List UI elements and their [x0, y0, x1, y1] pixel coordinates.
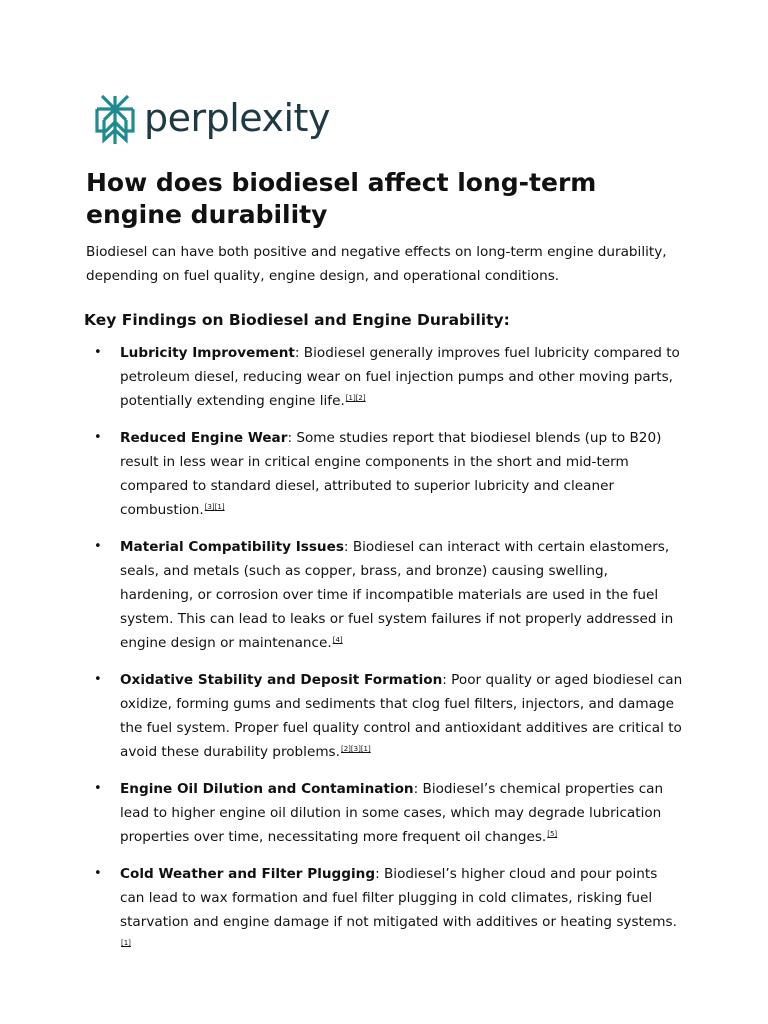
bullet-icon: • — [94, 539, 102, 554]
intro-paragraph: Biodiesel can have both positive and negative effects on long-term engine durability, depending on fuel quality, engine design, and operational conditions. — [86, 244, 667, 284]
finding-term: Cold Weather and Filter Plugging — [120, 866, 376, 882]
list-item — [0, 862, 685, 958]
citation-link[interactable]: [1] — [214, 503, 225, 511]
citation-group — [346, 394, 366, 402]
section-heading: Key Findings on Biodiesel and Engine Durability: — [84, 311, 510, 329]
finding-text: : Biodiesel’s chemical properties can lead to higher engine oil dilution in some cases, which may degrade lubrication properties over time, necessitating more frequent oil changes. — [120, 781, 664, 845]
citation-link[interactable]: [1] — [121, 939, 131, 947]
finding-text: : Biodiesel’s higher cloud and pour points can lead to wax formation and fuel filter plugging in cold climates, risking fuel starvation and engine damage if not mitigated with additives or heating systems. — [120, 866, 677, 930]
list-item — [0, 341, 685, 413]
list-item — [0, 535, 685, 655]
logo-wordmark: perplexity — [144, 96, 330, 140]
page-title: How does biodiesel affect long-term engine durability — [86, 168, 597, 229]
citation-group — [121, 939, 131, 947]
perplexity-logo-icon — [94, 94, 136, 146]
finding-term: Engine Oil Dilution and Contamination — [120, 781, 414, 797]
list-item — [0, 668, 685, 764]
citation-link[interactable]: [3] — [350, 745, 361, 753]
citation-group — [333, 636, 343, 644]
brand-logo — [94, 94, 330, 146]
finding-term: Reduced Engine Wear — [120, 430, 288, 446]
finding-term: Oxidative Stability and Deposit Formation — [120, 672, 443, 688]
bullet-icon: • — [94, 866, 102, 881]
finding-text: : Biodiesel generally improves fuel lubricity compared to petroleum diesel, reducing wear on fuel injection pumps and other moving parts, potentially extending engine life. — [120, 345, 680, 409]
citation-link[interactable]: [2] — [355, 394, 366, 402]
citation-group — [205, 503, 225, 511]
finding-term: Lubricity Improvement — [120, 345, 295, 361]
bullet-icon: • — [94, 345, 102, 360]
citation-link[interactable]: [4] — [332, 636, 343, 644]
citation-link[interactable]: [1] — [360, 745, 371, 753]
findings-list — [0, 341, 768, 971]
list-item — [0, 426, 685, 522]
citation-group — [547, 830, 557, 838]
finding-text: : Poor quality or aged biodiesel can oxidize, forming gums and sediments that clog fuel filters, injectors, and damage the fuel system. Proper fuel quality control and antioxidant additives are critical to avoid these durability problems. — [120, 672, 683, 760]
list-item — [0, 777, 685, 849]
bullet-icon: • — [94, 672, 102, 687]
finding-text: : Biodiesel can interact with certain elastomers, seals, and metals (such as copper, brass, and bronze) causing swelling, hardening, or corrosion over time if incompatible materials are used in the fuel system. This can lead to leaks or fuel system failures if not properly addressed in engine design or maintenance. — [120, 539, 674, 651]
finding-text: : Some studies report that biodiesel blends (up to B20) result in less wear in critical engine components in the short and mid-term compared to standard diesel, attributed to superior lubricity and cleaner combustion. — [120, 430, 662, 518]
citation-link[interactable]: [3] — [204, 503, 215, 511]
citation-link[interactable]: [2] — [340, 745, 351, 753]
citation-link[interactable]: [1] — [345, 394, 356, 402]
citation-link[interactable]: [5] — [547, 830, 558, 838]
citation-group — [341, 745, 371, 753]
bullet-icon: • — [94, 781, 102, 796]
finding-term: Material Compatibility Issues — [120, 539, 344, 555]
bullet-icon: • — [94, 430, 102, 445]
